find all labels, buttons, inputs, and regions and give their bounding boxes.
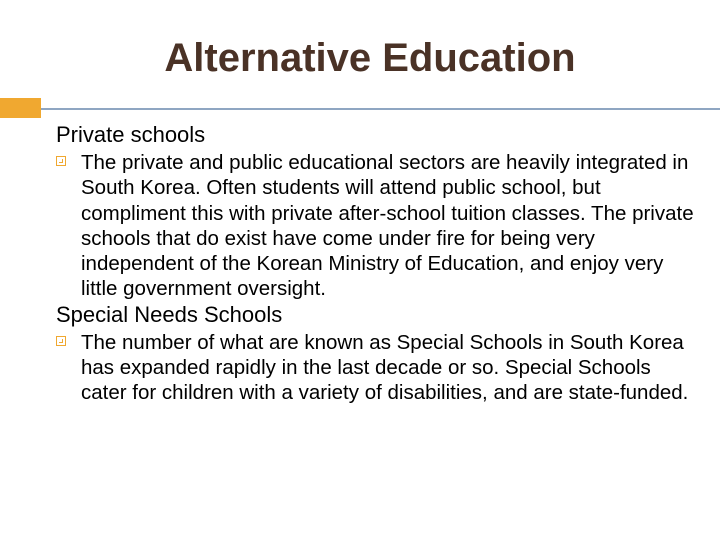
title-divider-line: [41, 108, 720, 110]
checkbox-bullet-icon: [56, 156, 66, 166]
bullet-special-needs: [56, 330, 696, 406]
bullet-text: The number of what are known as Special Schools in South Korea has expanded rapidly in the last decade or so. Special Schools cater for children with a variety of disabilities, and are state-funded.: [81, 330, 689, 405]
checkbox-bullet-icon: [56, 336, 66, 346]
slide-title: Alternative Education: [164, 36, 576, 80]
section-heading-private-schools: Private schools: [56, 122, 206, 147]
slide-body: [56, 122, 696, 406]
section-heading-special-needs: Special Needs Schools: [56, 301, 283, 327]
bullet-private-schools: [56, 150, 696, 302]
bullet-text: The private and public educational sectors are heavily integrated in South Korea. Often students will attend public school, but compliment this with private after-school tuition classes. The private schools that do exist have come under fire for being very independent of the Korean Ministry of Education, and enjoy very little government oversight.: [81, 151, 694, 301]
title-accent-bar: [0, 98, 41, 118]
